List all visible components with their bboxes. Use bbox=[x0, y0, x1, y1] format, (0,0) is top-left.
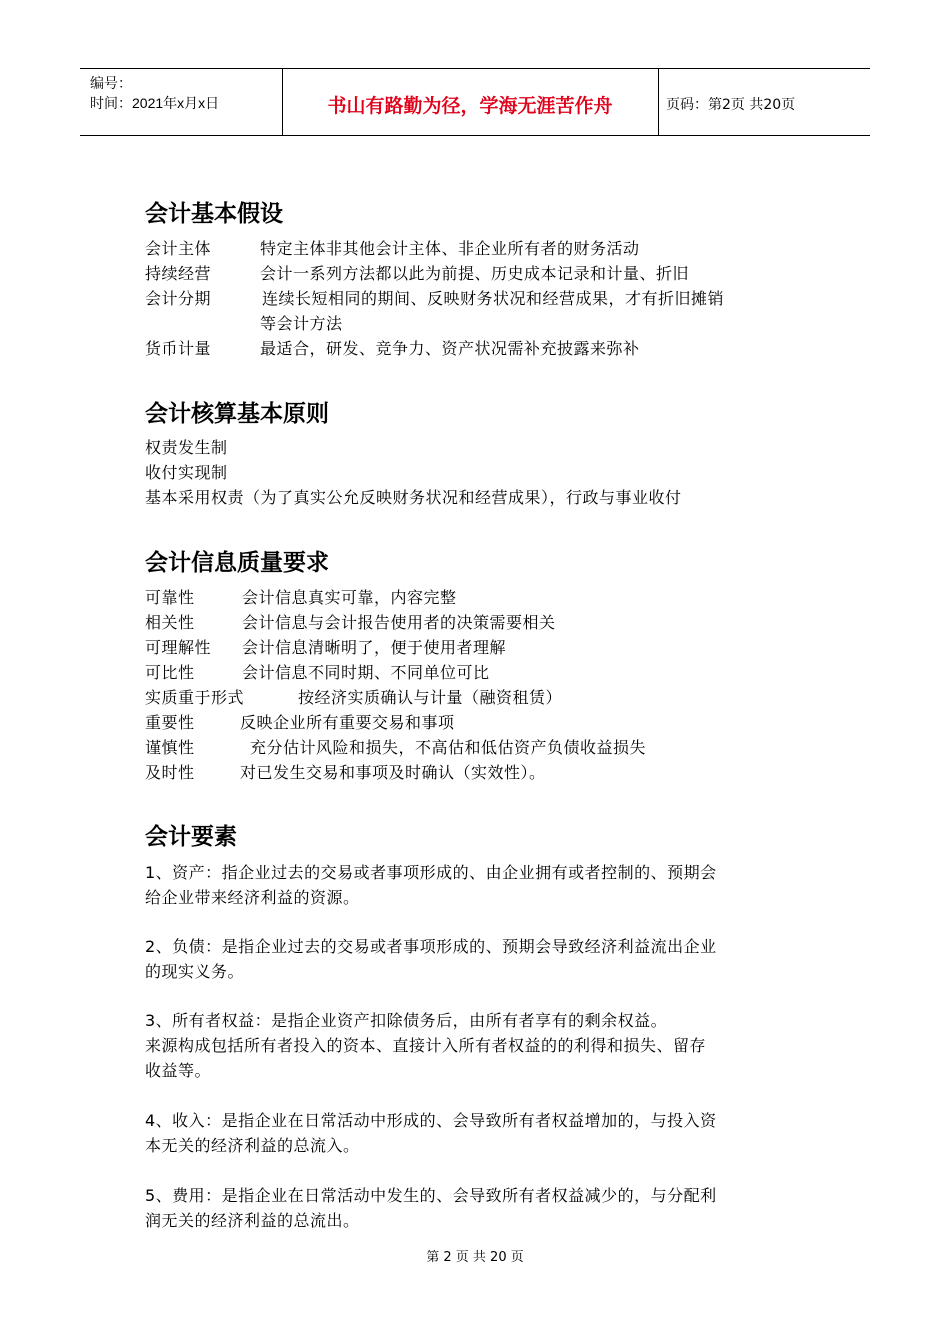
element-line: 给企业带来经济利益的资源。 bbox=[145, 888, 360, 907]
principle-line: 基本采用权责（为了真实公允反映财务状况和经营成果），行政与事业收付 bbox=[145, 488, 682, 507]
quality-desc: 会计信息不同时期、不同单位可比 bbox=[242, 663, 490, 682]
quality-term: 及时性 bbox=[145, 763, 195, 782]
header-meta-cell bbox=[80, 69, 283, 135]
term-desc-continued: 等会计方法 bbox=[260, 314, 343, 333]
quality-term: 重要性 bbox=[145, 713, 195, 732]
page-header bbox=[80, 68, 870, 136]
quality-term: 可靠性 bbox=[145, 588, 195, 607]
element-line: 4、收入：是指企业在日常活动中形成的、会导致所有者权益增加的，与投入资 bbox=[145, 1111, 717, 1130]
element-line: 5、费用：是指企业在日常活动中发生的、会导致所有者权益减少的，与分配利 bbox=[145, 1186, 717, 1205]
element-line: 来源构成包括所有者投入的资本、直接计入所有者权益的的利得和损失、留存 bbox=[145, 1036, 707, 1055]
term: 会计主体 bbox=[145, 239, 212, 258]
page-info: 页码：第2页 共20页 bbox=[666, 97, 796, 113]
term-desc: 连续长短相同的期间、反映财务状况和经营成果，才有折旧摊销 bbox=[262, 289, 725, 308]
term-desc: 最适合，研发、竞争力、资产状况需补充披露来弥补 bbox=[260, 339, 640, 358]
principle-line: 收付实现制 bbox=[145, 463, 228, 482]
quality-desc: 会计信息与会计报告使用者的决策需要相关 bbox=[242, 613, 556, 632]
section-title-principles: 会计核算基本原则 bbox=[145, 401, 329, 427]
term-desc: 特定主体非其他会计主体、非企业所有者的财务活动 bbox=[260, 239, 640, 258]
element-line: 2、负债：是指企业过去的交易或者事项形成的、预期会导致经济利益流出企业 bbox=[145, 937, 717, 956]
quality-term: 相关性 bbox=[145, 613, 195, 632]
quality-term: 可理解性 bbox=[145, 638, 212, 657]
quality-desc: 会计信息清晰明了，便于使用者理解 bbox=[242, 638, 507, 657]
motto: 书山有路勤为径，学海无涯苦作舟 bbox=[327, 95, 613, 117]
element-line: 1、资产：指企业过去的交易或者事项形成的、由企业拥有或者控制的、预期会 bbox=[145, 863, 717, 882]
date-label: 时间：2021年x月x日 bbox=[90, 95, 220, 111]
page-footer: 第 2 页 共 20 页 bbox=[426, 1250, 524, 1265]
principle-line: 权责发生制 bbox=[145, 438, 228, 457]
section-title-quality: 会计信息质量要求 bbox=[145, 550, 329, 576]
quality-term: 实质重于形式 bbox=[145, 688, 245, 707]
element-line: 的现实义务。 bbox=[145, 962, 245, 981]
term: 持续经营 bbox=[145, 264, 212, 283]
quality-desc: 按经济实质确认与计量（融资租赁） bbox=[298, 688, 563, 707]
quality-desc: 对已发生交易和事项及时确认（实效性）。 bbox=[240, 763, 546, 782]
section-title-elements: 会计要素 bbox=[145, 824, 237, 850]
term: 会计分期 bbox=[145, 289, 212, 308]
quality-desc: 反映企业所有重要交易和事项 bbox=[240, 713, 455, 732]
term: 货币计量 bbox=[145, 339, 212, 358]
quality-desc: 充分估计风险和损失，不高估和低估资产负债收益损失 bbox=[250, 738, 647, 757]
header-motto-cell bbox=[282, 69, 659, 135]
element-line: 本无关的经济利益的总流入。 bbox=[145, 1136, 360, 1155]
header-page-cell bbox=[658, 69, 870, 135]
term-desc: 会计一系列方法都以此为前提、历史成本记录和计量、折旧 bbox=[260, 264, 690, 283]
quality-term: 谨慎性 bbox=[145, 738, 195, 757]
element-line: 润无关的经济利益的总流出。 bbox=[145, 1211, 360, 1230]
quality-term: 可比性 bbox=[145, 663, 195, 682]
element-line: 收益等。 bbox=[145, 1061, 212, 1080]
section-title-assumptions: 会计基本假设 bbox=[145, 201, 283, 227]
number-label: 编号： bbox=[90, 75, 132, 91]
quality-desc: 会计信息真实可靠，内容完整 bbox=[242, 588, 457, 607]
element-line: 3、所有者权益：是指企业资产扣除债务后，由所有者享有的剩余权益。 bbox=[145, 1011, 668, 1030]
